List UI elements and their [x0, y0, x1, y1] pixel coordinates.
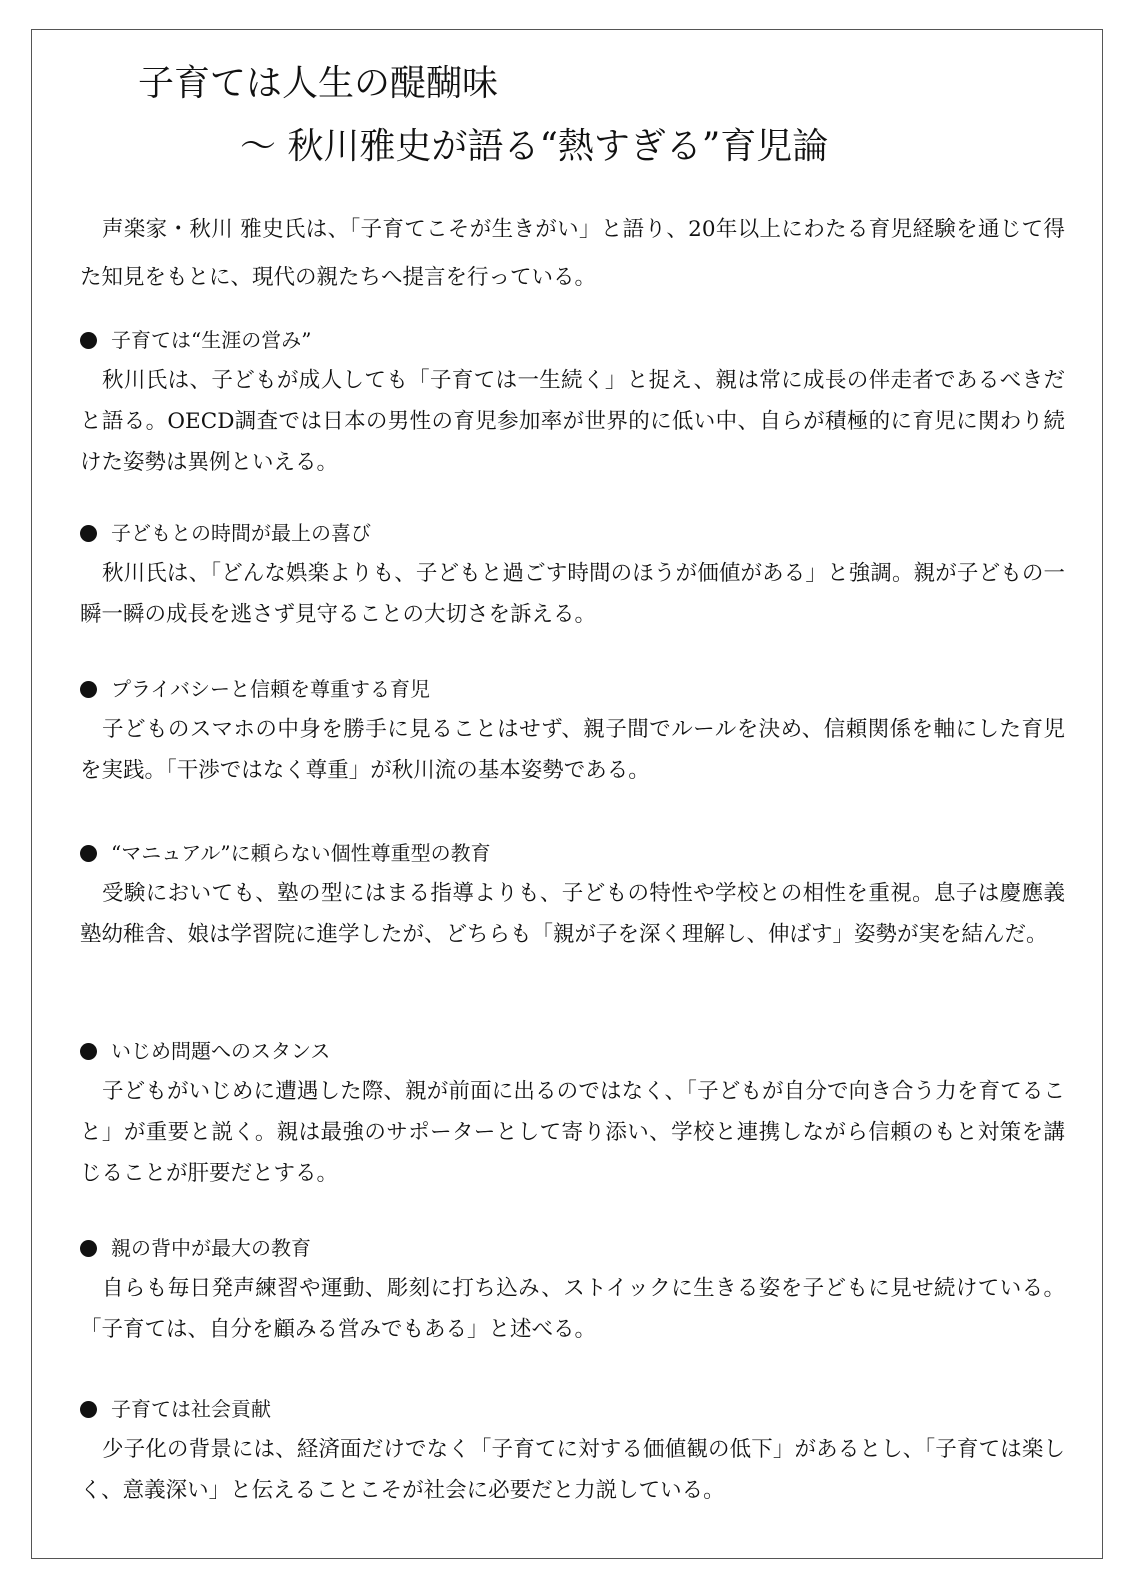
section-heading-text: 親の背中が最大の教育: [111, 1236, 311, 1260]
bullet-icon: [80, 1240, 97, 1257]
section-heading: [80, 513, 1070, 553]
document-subtitle: ～ 秋川雅史が語る“熱すぎる”育児論: [240, 126, 829, 167]
section-body: 子どものスマホの中身を勝手に見ることはせず、親子間でルールを決め、信頼関係を軸にした育児を実践。「干渉ではなく尊重」が秋川流の基本姿勢である。: [80, 717, 1065, 783]
bullet-icon: [80, 332, 97, 349]
section-lifelong: [80, 320, 1070, 483]
section-heading-text: 子どもとの時間が最上の喜び: [111, 521, 371, 545]
section-body: 子どもがいじめに遭遇した際、親が前面に出るのではなく、「子どもが自分で向き合う力を育てること」が重要と説く。親は最強のサポーターとして寄り添い、学校と連携しながら信頼のもと対策を講じることが肝要だとする。: [80, 1079, 1065, 1186]
section-body: 秋川氏は、「どんな娯楽よりも、子どもと過ごす時間のほうが価値がある」と強調。親が子どもの一瞬一瞬の成長を逃さず見守ることの大切さを訴える。: [80, 561, 1065, 627]
section-body: 受験においても、塾の型にはまる指導よりも、子どもの特性や学校との相性を重視。息子は慶應義塾幼稚舎、娘は学習院に進学したが、どちらも「親が子を深く理解し、伸ばす」姿勢が実を結んだ。: [80, 881, 1065, 947]
bullet-icon: [80, 681, 97, 698]
bullet-icon: [80, 1043, 97, 1060]
section-parent-example: [80, 1228, 1070, 1350]
section-heading: [80, 1389, 1070, 1429]
bullet-icon: [80, 845, 97, 862]
section-heading: [80, 833, 1070, 873]
intro-paragraph: 声楽家・秋川 雅史氏は、「子育てこそが生きがい」と語り、20年以上にわたる育児経験を通じて得た知見をもとに、現代の親たちへ提言を行っている。: [80, 217, 1065, 290]
bullet-icon: [80, 525, 97, 542]
section-bullying: [80, 1031, 1070, 1194]
section-heading: [80, 1031, 1070, 1071]
section-body: 少子化の背景には、経済面だけでなく「子育てに対する価値観の低下」があるとし、「子育ては楽しく、意義深い」と伝えることこそが社会に必要だと力説している。: [80, 1437, 1065, 1503]
section-heading: [80, 320, 1070, 360]
section-heading-text: “マニュアル”に頼らない個性尊重型の教育: [111, 841, 491, 865]
section-heading-text: 子育ては“生涯の営み”: [111, 328, 312, 352]
section-heading-text: 子育ては社会貢献: [111, 1397, 271, 1421]
section-heading-text: いじめ問題へのスタンス: [111, 1039, 331, 1063]
section-social-contribution: [80, 1389, 1070, 1511]
section-individuality: [80, 833, 1070, 955]
section-heading: [80, 1228, 1070, 1268]
section-privacy-trust: [80, 669, 1070, 791]
document-title: 子育ては人生の醍醐味: [138, 63, 499, 104]
section-heading-text: プライバシーと信頼を尊重する育児: [111, 677, 430, 701]
bullet-icon: [80, 1401, 97, 1418]
section-heading: [80, 669, 1070, 709]
section-body: 自らも毎日発声練習や運動、彫刻に打ち込み、ストイックに生きる姿を子どもに見せ続けている。「子育ては、自分を顧みる営みでもある」と述べる。: [80, 1276, 1065, 1342]
section-body: 秋川氏は、子どもが成人しても「子育ては一生続く」と捉え、親は常に成長の伴走者であるべきだと語る。OECD調査では日本の男性の育児参加率が世界的に低い中、自らが積極的に育児に関わり続けた姿勢は異例といえる。: [80, 368, 1065, 475]
section-time-with-children: [80, 513, 1070, 635]
